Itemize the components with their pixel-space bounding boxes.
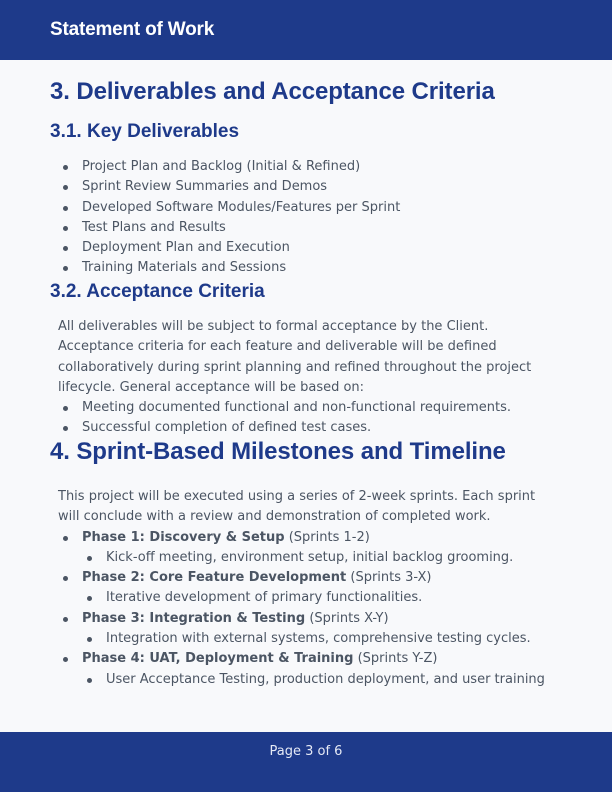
phase-details: [82, 548, 560, 568]
paragraph-line: Acceptance criteria for each feature and deliverable will be defined: [58, 339, 497, 355]
section-3-heading: 3. Deliverables and Acceptance Criteria: [50, 78, 495, 105]
phase-detail: Integration with external systems, comprehensive testing cycles.: [82, 629, 560, 649]
phase-detail: User Acceptance Testing, production deployment, and user training: [82, 670, 560, 686]
phase-item: [50, 528, 560, 569]
paragraph-line: All deliverables will be subject to formal acceptance by the Client.: [58, 319, 489, 334]
list-item: Meeting documented functional and non-functional requirements.: [50, 398, 560, 418]
section-3-1-heading: 3.1. Key Deliverables: [50, 121, 240, 142]
document-title: Statement of Work: [50, 19, 215, 40]
phase-details: [82, 629, 560, 649]
page-number: Page 3 of 6: [269, 744, 343, 759]
phase-item: [50, 649, 560, 686]
phase-item: [50, 609, 560, 650]
acceptance-criteria-list: [50, 398, 560, 435]
list-item: Sprint Review Summaries and Demos: [50, 177, 560, 197]
timeline-container[interactable]: [50, 487, 560, 686]
phase-details: [82, 588, 560, 608]
phase-detail: Iterative development of primary functionalities.: [82, 588, 560, 608]
phase-item: [50, 568, 560, 609]
phase-title: Phase 3: Integration & Testing: [82, 610, 306, 626]
list-item: Project Plan and Backlog (Initial & Refined): [50, 157, 560, 177]
document-header: [0, 0, 612, 60]
phase-sprints: (Sprints 1-2): [288, 529, 370, 545]
paragraph-line: This project will be executed using a series of 2-week sprints. Each sprint: [58, 489, 536, 504]
list-item: Deployment Plan and Execution: [50, 238, 560, 258]
document-footer: [0, 732, 612, 792]
phase-sprints: (Sprints 3-X): [350, 570, 432, 586]
section-3-2-heading: 3.2. Acceptance Criteria: [50, 281, 265, 302]
list-item: Successful completion of defined test cases.: [50, 418, 560, 435]
phase-title: Phase 4: UAT, Deployment & Training: [82, 651, 354, 667]
timeline-paragraph: [50, 487, 560, 528]
paragraph-line: lifecycle. General acceptance will be based on:: [58, 379, 365, 395]
list-item: Test Plans and Results: [50, 218, 560, 238]
paragraph-line: collaboratively during sprint planning and refined throughout the project: [58, 359, 532, 375]
phase-title: Phase 1: Discovery & Setup: [82, 529, 285, 545]
phase-detail: Kick-off meeting, environment setup, initial backlog grooming.: [82, 548, 560, 568]
acceptance-criteria-container[interactable]: [50, 317, 560, 435]
list-item: Training Materials and Sessions: [50, 258, 560, 275]
phase-sprints: (Sprints Y-Z): [357, 651, 438, 667]
phase-title: Phase 2: Core Feature Development: [82, 570, 347, 586]
phase-details: [82, 670, 560, 686]
list-item: Developed Software Modules/Features per Sprint: [50, 198, 560, 218]
section-4-heading: 4. Sprint-Based Milestones and Timeline: [50, 438, 506, 465]
key-deliverables-container[interactable]: [50, 157, 560, 275]
paragraph-line: will conclude with a review and demonstration of completed work.: [58, 509, 491, 525]
key-deliverables-list: [50, 157, 560, 275]
phase-sprints: (Sprints X-Y): [309, 610, 389, 626]
phases-list: [50, 528, 560, 686]
acceptance-paragraph: [50, 317, 560, 398]
